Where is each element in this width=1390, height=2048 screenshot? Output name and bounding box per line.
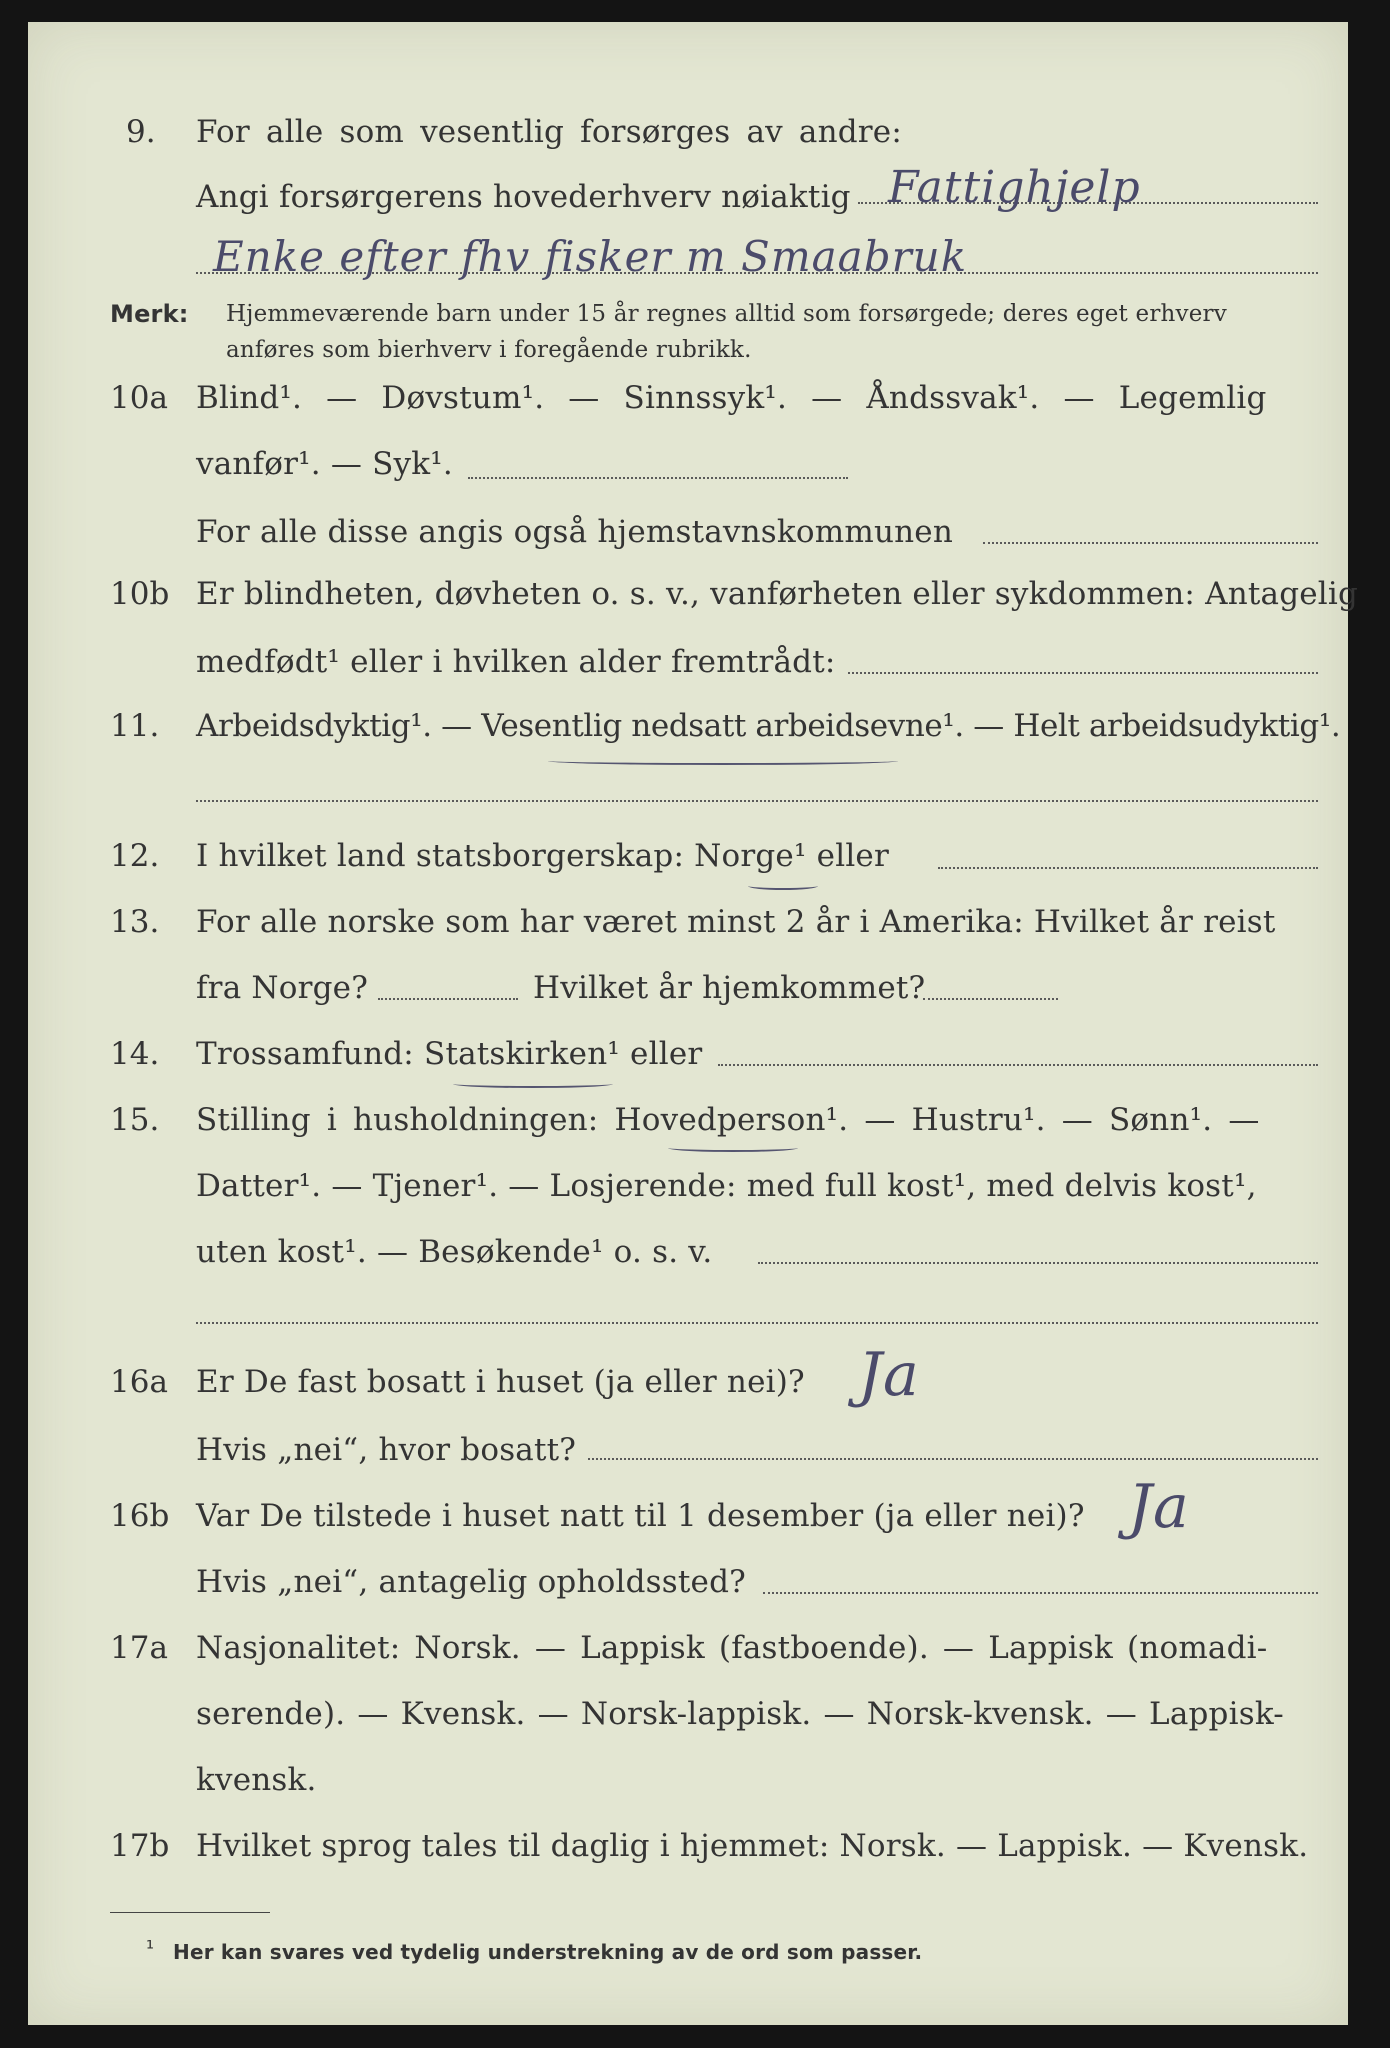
q16a-handwritten-answer: Ja [858,1340,920,1410]
merk-label: Merk: [110,300,189,328]
q10a-number: 10a [110,380,168,416]
q15-line2: Datter¹. — Tjener¹. — Losjerende: med full kost¹, med delvis kost¹, [196,1168,1257,1204]
q12-answer-line [938,867,1318,869]
q16a-line1: Er De fast bosatt i huset (ja eller nei)? [196,1364,805,1400]
q14-selection-underline [453,1080,613,1088]
q16b-line2: Hvis „nei“, antagelig opholdssted? [196,1564,746,1600]
q10a-line2: vanfør¹. — Syk¹. [196,446,453,482]
q11-selection-underline [548,757,898,765]
q14-answer-line [718,1064,1318,1066]
q16b-handwritten-answer: Ja [1128,1472,1190,1542]
q12-line1: I hvilket land statsborgerskap: Norge¹ eller [196,838,889,874]
q14-line1: Trossamfund: Statskirken¹ eller [196,1036,703,1072]
q10a-answer-line2 [983,542,1318,544]
q10b-answer-line [848,672,1318,674]
merk-line2: anføres som bierhverv i foregående rubrikk. [226,337,752,363]
merk-line1: Hjemmeværende barn under 15 år regnes alltid som forsørgede; deres eget erhverv [226,301,1227,327]
q9-line1: For alle som vesentlig forsørges av andre: [196,114,902,150]
q15-selection-underline [668,1144,798,1152]
footnote-mark: ¹ [146,1936,155,1960]
q14-number: 14. [110,1036,160,1072]
q10a-answer-line1 [468,477,848,479]
q17a-line1: Nasjonalitet: Norsk. — Lappisk (fastboende). — Lappisk (nomadi- [196,1630,1268,1666]
q10a-line3: For alle disse angis også hjemstavnskommunen [196,514,953,550]
q9-handwritten-answer1: Fattighjelp [888,162,1141,213]
q16b-line1: Var De tilstede i huset natt til 1 desember (ja eller nei)? [196,1498,1085,1534]
q15-answer-line2 [196,1322,1318,1324]
q17b-number: 17b [110,1828,170,1864]
footnote-rule [110,1912,270,1913]
q12-selection-underline [748,882,818,890]
census-form-page [28,22,1359,2025]
q13-line2a: fra Norge? [196,970,369,1006]
q16b-answer-line [763,1592,1318,1594]
q15-line3: uten kost¹. — Besøkende¹ o. s. v. [196,1234,713,1270]
q13-answer-line1 [378,998,518,1000]
q16a-line2: Hvis „nei“, hvor bosatt? [196,1432,577,1468]
q13-line2b: Hvilket år hjemkommet? [533,970,926,1006]
q10b-line1: Er blindheten, døvheten o. s. v., vanførheten eller sykdommen: Antagelig [196,576,1359,612]
footnote-text: Her kan svares ved tydelig understrekning av de ord som passer. [173,1940,923,1964]
q11-number: 11. [110,708,160,744]
q15-answer-line1 [758,1262,1318,1264]
q10b-line2: medfødt¹ eller i hvilken alder fremtrådt: [196,644,836,680]
q13-number: 13. [110,904,160,940]
q13-answer-line2 [923,998,1058,1000]
q12-number: 12. [110,838,160,874]
q11-line1: Arbeidsdyktig¹. — Vesentlig nedsatt arbeidsevne¹. — Helt arbeidsudyktig¹. [196,708,1341,744]
q16a-answer-line [588,1458,1318,1460]
q17a-number: 17a [110,1630,168,1666]
q9-handwritten-answer2: Enke efter fhv fisker m Smaabruk [213,232,968,281]
q11-answer-line [196,800,1318,802]
q10b-number: 10b [110,576,170,612]
q10a-line1: Blind¹. — Døvstum¹. — Sinnssyk¹. — Åndssvak¹. — Legemlig [196,380,1267,416]
q15-number: 15. [110,1102,160,1138]
q17b-line1: Hvilket sprog tales til daglig i hjemmet: Norsk. — Lappisk. — Kvensk. [196,1828,1309,1864]
q9-number: 9. [126,114,156,150]
q17a-line3: kvensk. [196,1762,317,1798]
q17a-line2: serende). — Kvensk. — Norsk-lappisk. — Norsk-kvensk. — Lappisk- [196,1696,1284,1732]
q16b-number: 16b [110,1498,170,1534]
q15-line1: Stilling i husholdningen: Hovedperson¹. — Hustru¹. — Sønn¹. — [196,1102,1260,1138]
q9-line2: Angi forsørgerens hovederhverv nøiaktig [196,179,851,215]
q13-line1: For alle norske som har været minst 2 år i Amerika: Hvilket år reist [196,904,1276,940]
q16a-number: 16a [110,1364,168,1400]
